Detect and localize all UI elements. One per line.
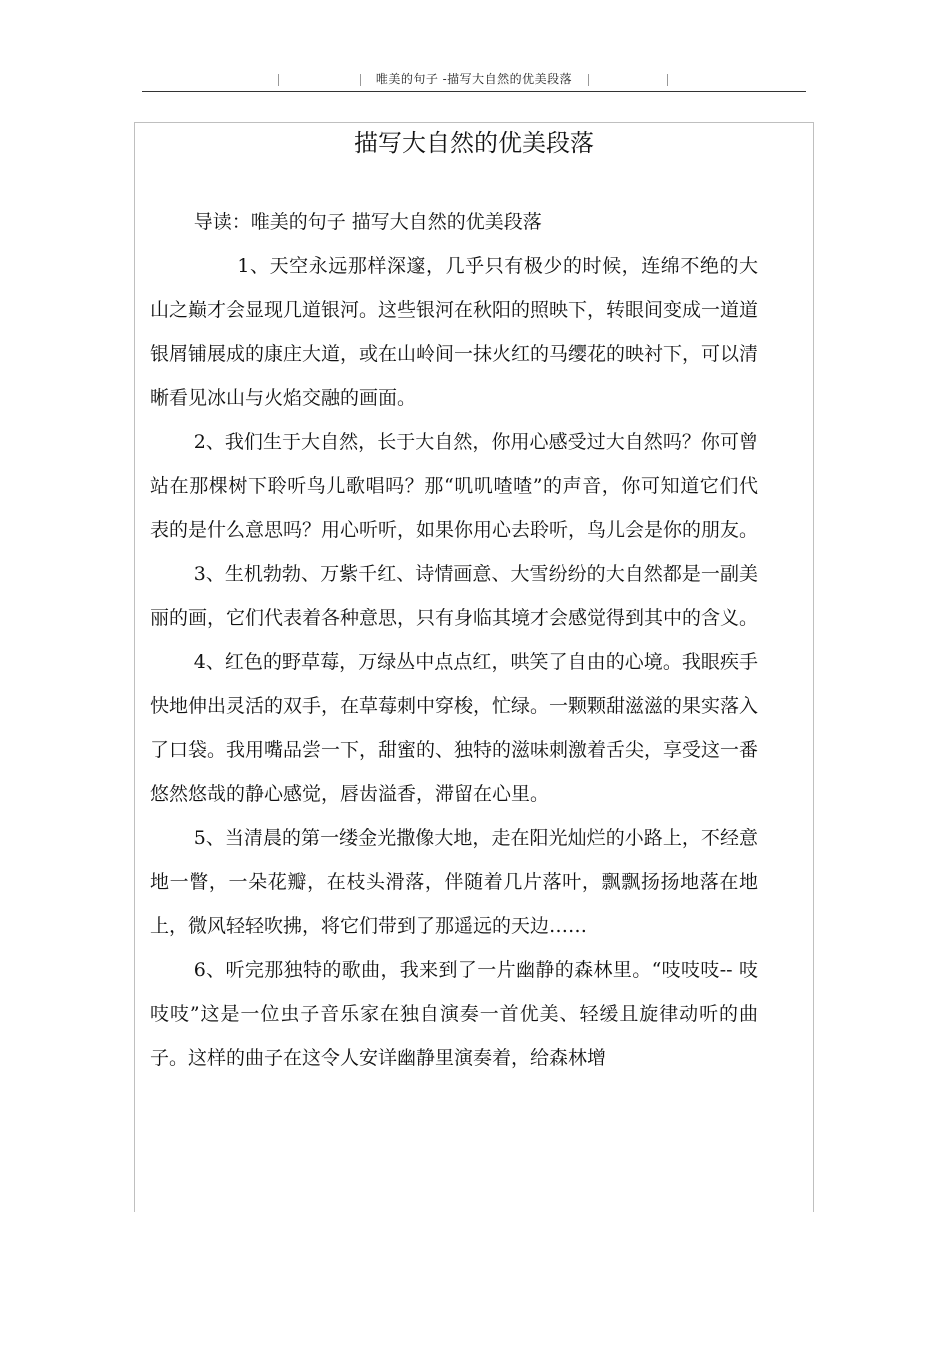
document-body [150, 200, 758, 1080]
paragraph-1: 1、天空永远那样深邃，几乎只有极少的时候，连绵不绝的大山之巅才会显现几道银河。这些银河在秋阳的照映下，转眼间变成一道道银屑铺展成的康庄大道，或在山岭间一抹火红的马缨花的映衬下，可以清晰看见冰山与火焰交融的画面。 [150, 255, 759, 409]
header-tick-mark [360, 74, 361, 86]
paragraph-6: 6、听完那独特的歌曲，我来到了一片幽静的森林里。“吱吱吱-- 吱吱吱”这是一位虫子音乐家在独自演奏一首优美、轻缓且旋律动听的曲子。这样的曲子在这令人安详幽静里演奏着，给森林增 [150, 959, 758, 1069]
header-tick-mark [278, 74, 279, 86]
header-tick-mark [588, 74, 589, 86]
running-header [142, 68, 806, 90]
lead-paragraph: 导读：唯美的句子 描写大自然的优美段落 [193, 211, 542, 233]
paragraph-3: 3、生机勃勃、万紫千红、诗情画意、大雪纷纷的大自然都是一副美丽的画，它们代表着各种意思，只有身临其境才会感觉得到其中的含义。 [150, 563, 759, 629]
document-title: 描写大自然的优美段落 [354, 129, 594, 157]
header-rule [142, 91, 806, 92]
paragraph-2: 2、我们生于大自然，长于大自然，你用心感受过大自然吗？你可曾站在那棵树下聆听鸟儿歌唱吗？那“叽叽喳喳”的声音，你可知道它们代表的是什么意思吗？用心听听，如果你用心去聆听，鸟儿会是你的朋友。 [150, 431, 759, 541]
paragraph-4: 4、红色的野草莓，万绿丛中点点红，哄笑了自由的心境。我眼疾手快地伸出灵活的双手，在草莓刺中穿梭，忙绿。一颗颗甜滋滋的果实落入了口袋。我用嘴品尝一下，甜蜜的、独特的滋味刺激着舌尖，享受这一番悠然悠哉的静心感觉，唇齿溢香，滞留在心里。 [150, 651, 759, 805]
running-header-title: 唯美的句子 -描写大自然的优美段落 [375, 72, 573, 86]
header-tick-mark [667, 74, 668, 86]
paragraph-5: 5、当清晨的第一缕金光撒像大地，走在阳光灿烂的小路上，不经意地一瞥，一朵花瓣，在枝头滑落，伴随着几片落叶，飘飘扬扬地落在地上，微风轻轻吹拂，将它们带到了那遥远的天边…… [150, 827, 758, 937]
